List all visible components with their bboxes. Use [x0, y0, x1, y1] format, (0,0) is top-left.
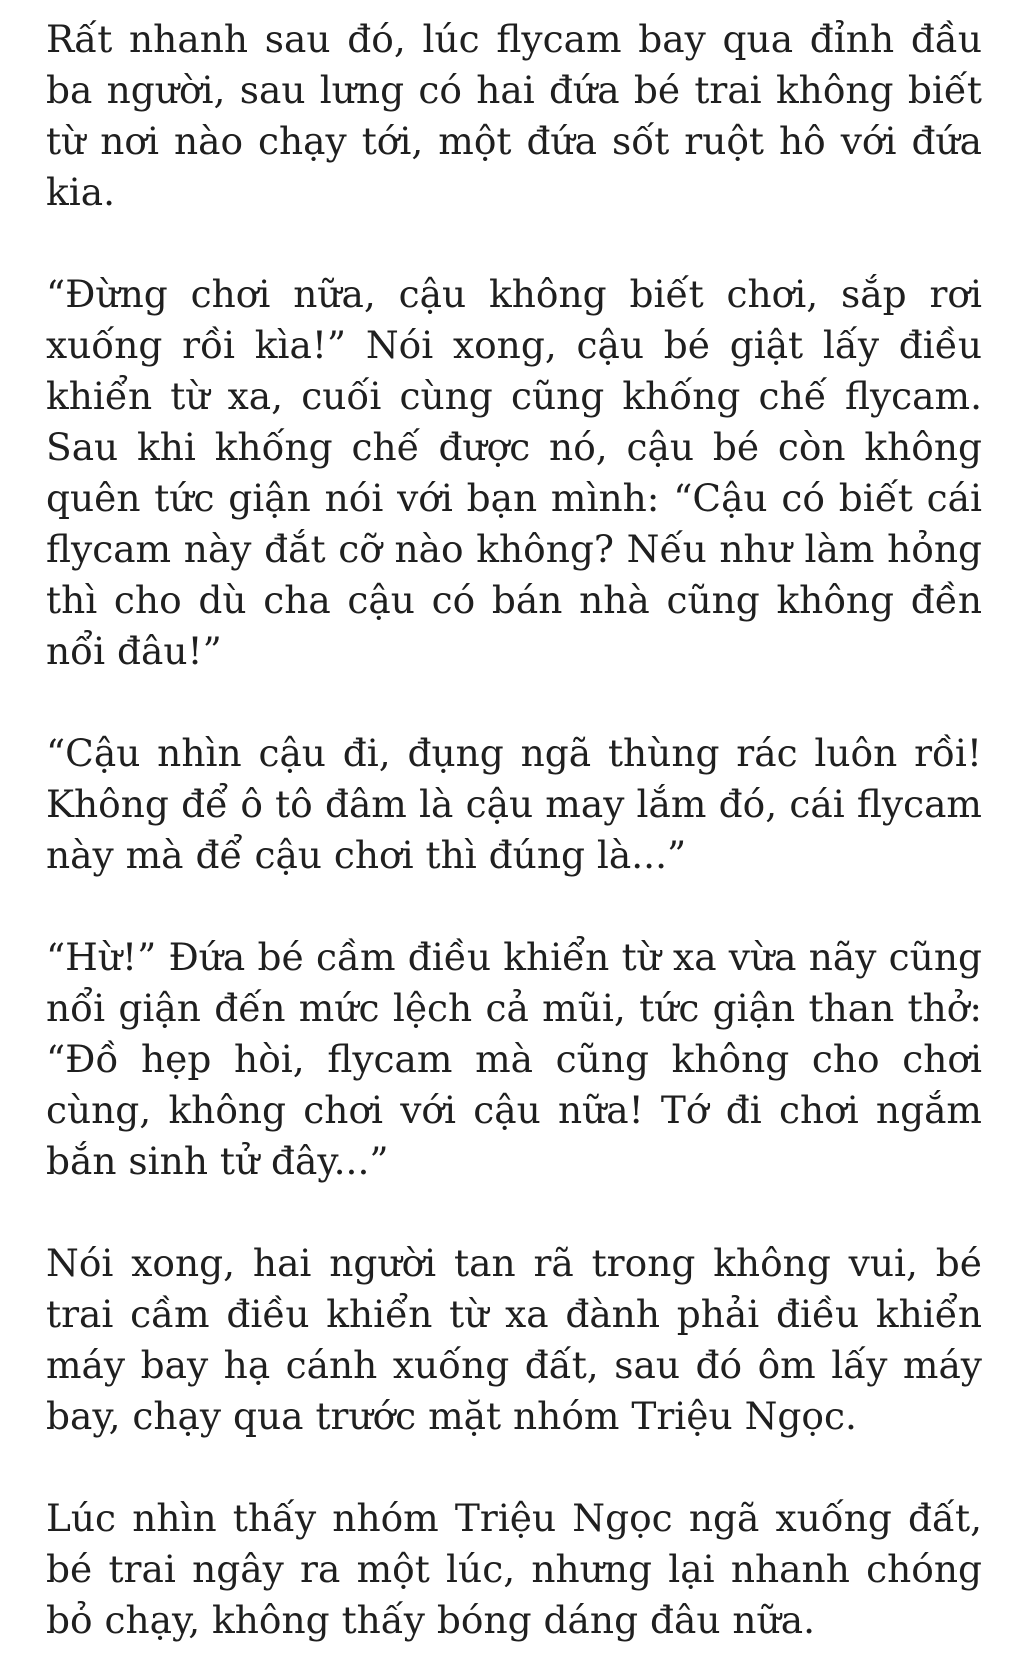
paragraph-1: Rất nhanh sau đó, lúc flycam bay qua đỉnh đầu ba người, sau lưng có hai đứa bé trai không biết từ nơi nào chạy tới, một đứa sốt ruột hô với đứa kia. [46, 17, 982, 214]
paragraph-6: Lúc nhìn thấy nhóm Triệu Ngọc ngã xuống đất, bé trai ngây ra một lúc, nhưng lại nhanh chóng bỏ chạy, không thấy bóng dáng đâu nữa. [46, 1496, 982, 1642]
paragraph-5: Nói xong, hai người tan rã trong không vui, bé trai cầm điều khiển từ xa đành phải điều khiển máy bay hạ cánh xuống đất, sau đó ôm lấy máy bay, chạy qua trước mặt nhóm Triệu Ngọc. [46, 1241, 982, 1438]
paragraph-3: “Cậu nhìn cậu đi, đụng ngã thùng rác luôn rồi! Không để ô tô đâm là cậu may lắm đó, cái flycam này mà để cậu chơi thì đúng là...” [46, 731, 982, 877]
paragraph-4: “Hừ!” Đứa bé cầm điều khiển từ xa vừa nãy cũng nổi giận đến mức lệch cả mũi, tức giận than thở: “Đồ hẹp hòi, flycam mà cũng không cho chơi cùng, không chơi với cậu nữa! Tớ đi chơi ngắm bắn sinh tử đây...” [46, 935, 982, 1183]
paragraph-2: “Đừng chơi nữa, cậu không biết chơi, sắp rơi xuống rồi kìa!” Nói xong, cậu bé giật lấy điều khiển từ xa, cuối cùng cũng khống chế flycam. Sau khi khống chế được nó, cậu bé còn không quên tức giận nói với bạn mình: “Cậu có biết cái flycam này đắt cỡ nào không? Nếu như làm hỏng thì cho dù cha cậu có bán nhà cũng không đền nổi đâu!” [46, 272, 982, 673]
